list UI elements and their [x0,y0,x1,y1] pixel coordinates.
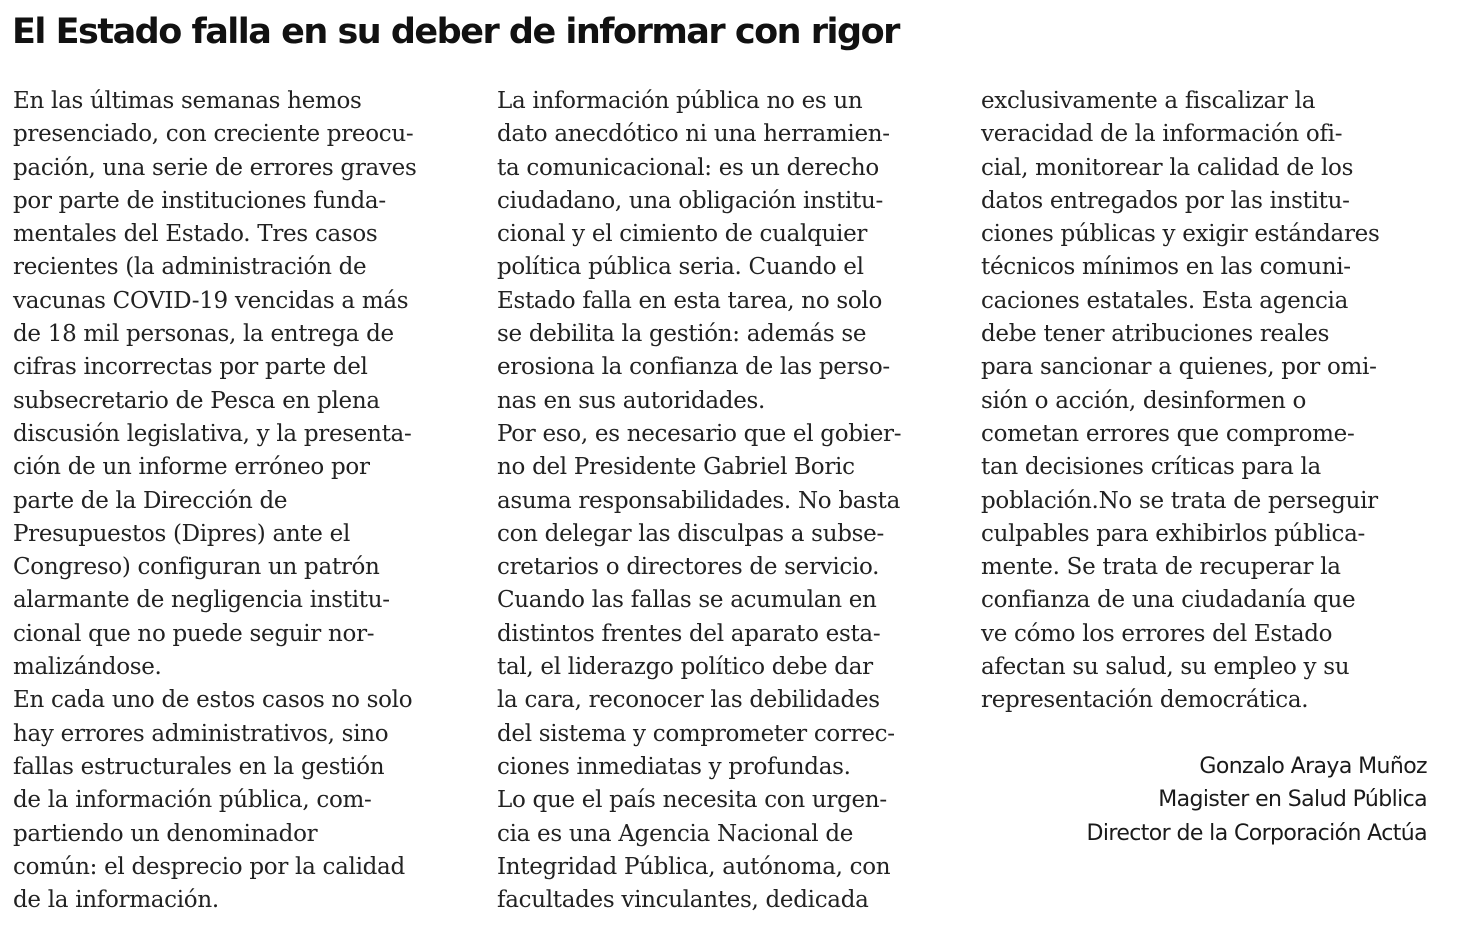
author-role: Director de la Corporación Actúa [1086,820,1427,846]
text-line: culpables para exhibirlos pública- [981,520,1366,547]
text-line: nas en sus autoridades. [497,387,766,414]
text-line: malizándose. [13,654,162,681]
text-line: de la información pública, com- [13,787,372,814]
text-line: debe tener atribuciones reales [981,321,1330,348]
article-column-2 [497,85,901,917]
text-line: caciones estatales. Esta agencia [981,287,1349,314]
author-signature [1087,750,1427,850]
text-line: cional que no puede seguir nor- [13,620,375,647]
text-line: se debilita la gestión: además se [497,321,867,348]
text-line: datos entregados por las institu- [981,187,1350,214]
text-line: Congreso) configuran un patrón [13,554,380,581]
text-line: población.No se trata de perseguir [981,487,1378,514]
article-column-3 [981,85,1379,718]
text-line: no del Presidente Gabriel Boric [497,454,855,481]
text-line: de la información. [13,887,219,914]
text-line: En cada uno de estos casos no solo [13,687,413,714]
text-line: mentales del Estado. Tres casos [13,221,378,248]
text-line: para sancionar a quienes, por omi- [981,354,1377,381]
text-line: parte de la Dirección de [13,487,288,514]
text-line: cometan errores que comprome- [981,420,1355,447]
author-name: Gonzalo Araya Muñoz [1199,754,1427,779]
text-line: presenciado, con creciente preocu- [13,121,414,148]
text-line: cional y el cimiento de cualquier [497,221,868,248]
text-line: con delegar las disculpas a subse- [497,520,884,547]
headline: El Estado falla en su deber de informar con rigor [12,12,899,52]
text-line: tan decisiones críticas para la [981,454,1321,481]
text-line: común: el desprecio por la calidad [13,853,405,880]
text-line: asuma responsabilidades. No basta [497,487,901,514]
text-line: sión o acción, desinformen o [981,387,1307,414]
text-line: dato anecdótico ni una herramien- [497,121,890,148]
text-line: pación, una serie de errores graves [13,154,417,181]
text-line: tal, el liderazgo político debe dar [497,654,873,681]
text-line: de 18 mil personas, la entrega de [13,321,394,348]
text-line: distintos frentes del aparato esta- [497,620,881,647]
text-line: confianza de una ciudadanía que [981,587,1356,614]
text-line: Por eso, es necesario que el gobier- [497,420,902,447]
text-line: Estado falla en esta tarea, no solo [497,287,883,314]
text-line: cifras incorrectas por parte del [13,354,368,381]
text-line: Presupuestos (Dipres) ante el [13,520,350,547]
text-line: discusión legislativa, y la presenta- [13,420,412,447]
text-line: ciones públicas y exigir estándares [981,221,1380,248]
text-line: técnicos mínimos en las comuni- [981,254,1351,281]
text-line: política pública seria. Cuando el [497,254,864,281]
text-line: vacunas COVID-19 vencidas a más [13,287,409,314]
text-line: hay errores administrativos, sino [13,720,389,747]
text-line: recientes (la administración de [13,254,367,281]
text-line: cretarios o directores de servicio. [497,554,880,581]
text-line: alarmante de negligencia institu- [13,587,390,614]
text-line: ciones inmediatas y profundas. [497,753,851,780]
text-line: mente. Se trata de recuperar la [981,554,1341,581]
text-line: ve cómo los errores del Estado [981,620,1333,647]
text-line: facultades vinculantes, dedicada [497,887,869,914]
text-line: La información pública no es un [497,88,863,114]
text-line: afectan su salud, su empleo y su [981,654,1350,681]
text-line: fallas estructurales en la gestión [13,753,385,780]
text-line: En las últimas semanas hemos [13,88,362,114]
text-line: por parte de instituciones funda- [13,187,386,214]
text-line: ta comunicacional: es un derecho [497,154,879,181]
text-line: Integridad Pública, autónoma, con [497,853,891,880]
text-line: ciudadano, una obligación institu- [497,187,883,214]
text-line: cia es una Agencia Nacional de [497,820,854,847]
text-line: subsecretario de Pesca en plena [13,387,380,414]
text-line: cial, monitorear la calidad de los [981,154,1354,181]
text-line: del sistema y comprometer correc- [497,720,895,747]
text-line: Cuando las fallas se acumulan en [497,587,877,614]
text-line: la cara, reconocer las debilidades [497,687,880,714]
text-line: erosiona la confianza de las perso- [497,354,890,381]
text-line: ción de un informe erróneo por [13,454,370,481]
text-line: exclusivamente a fiscalizar la [981,88,1316,114]
text-line: Lo que el país necesita con urgen- [497,787,887,814]
text-line: partiendo un denominador [13,820,318,847]
text-line: representación democrática. [981,687,1309,714]
text-line: veracidad de la información ofi- [981,121,1343,148]
author-title: Magister en Salud Pública [1158,787,1427,813]
article-column-1 [13,85,416,917]
